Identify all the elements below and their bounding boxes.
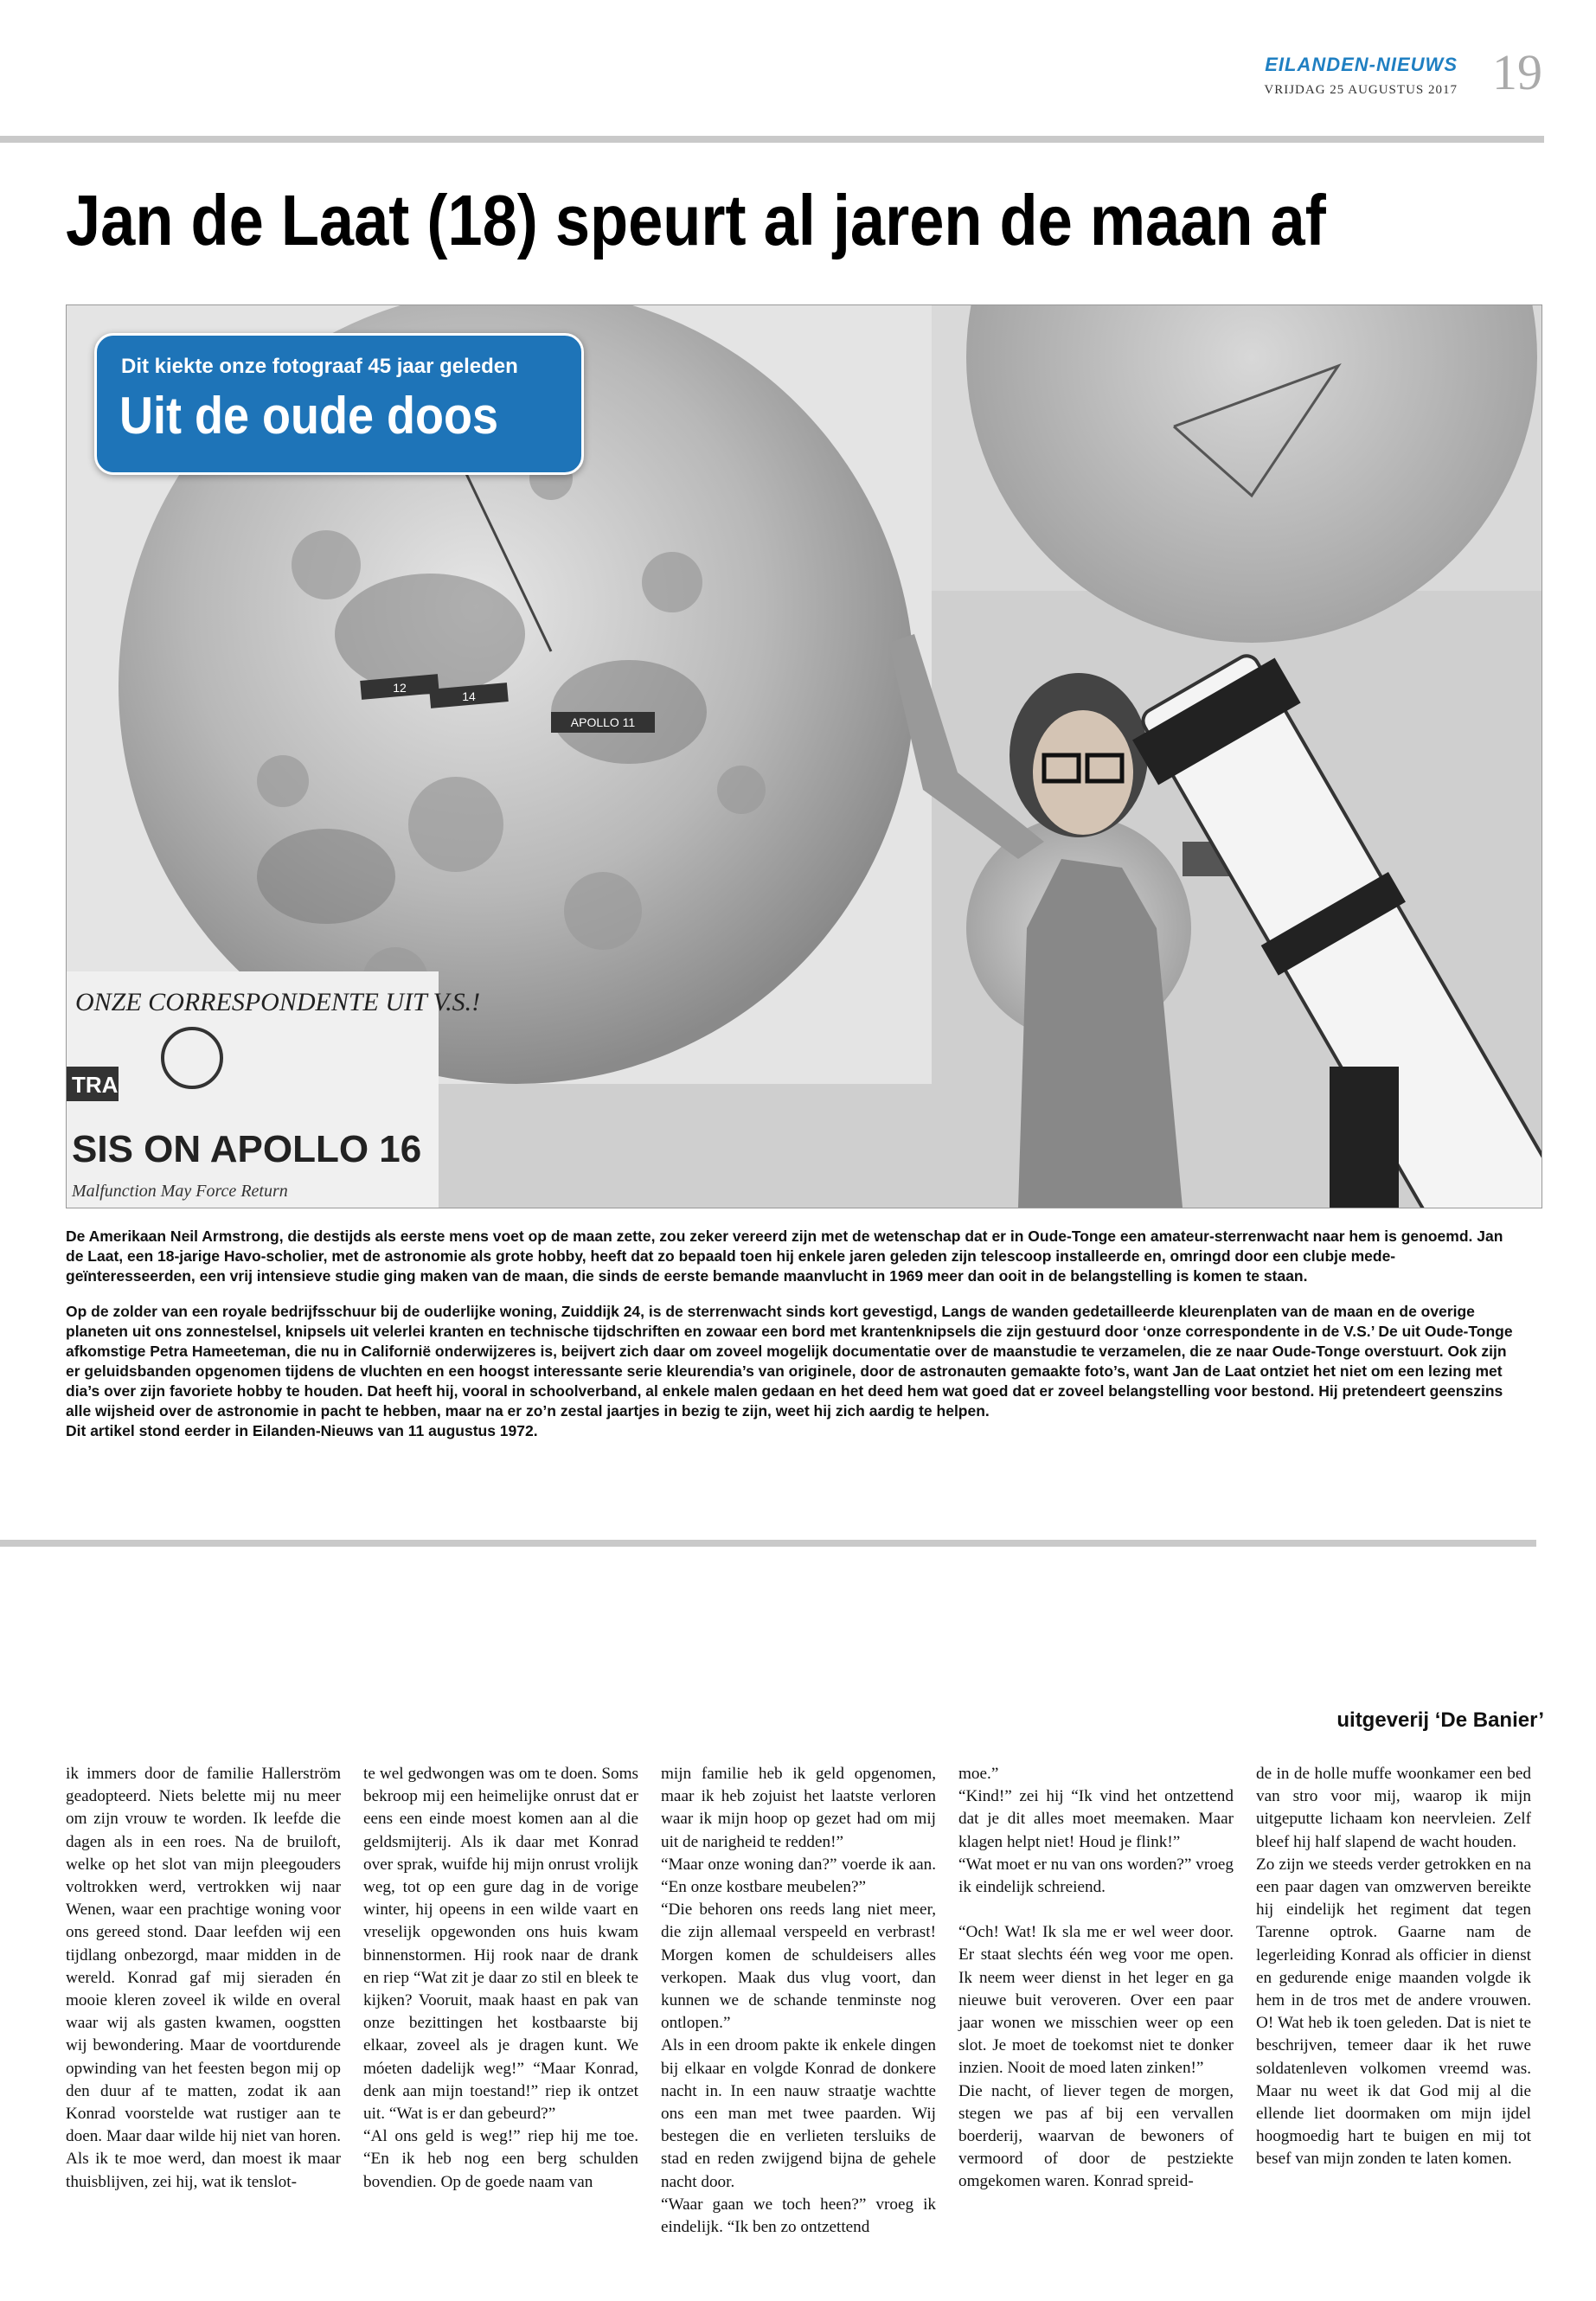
story-column-1 bbox=[66, 1763, 341, 2194]
story-paragraph: Zo zijn we steeds verder getrokken en na een paar dagen van omzwerven bereikte hij eindelijk het regiment dat tegen Tarenne optrok. Gaarne nam de legerleiding Konrad als officier in dienst en gedurende enige maanden volgde ik hem in de tros met de andere vrouwen. O! Wat heb ik toen geleden. Dat is niet te beschrijven, temeer daar ik het ruwe soldatenleven volkomen vreemd was. Maar nu weet ik dat God mij al die ellende liet doormaken om mijn ijdel hoogmoedig hart te buigen en mij tot besef van mijn zonden te laten komen. bbox=[1256, 1855, 1531, 2169]
story-column-2 bbox=[363, 1763, 638, 2194]
section-divider bbox=[0, 1540, 1536, 1547]
story-paragraph: ik immers door de familie Hallerström geadopteerd. Niets belette mij nu meer om zijn vrouw te worden. Ik leefde die dagen als in een roes. Na de bruiloft, welke op het slot van mijn pleegouders voltrokken werd, vertrokken wij naar Wenen, waar een prachtige woning voor ons gereed stond. Daar leefden wij een tijdlang onbezorgd, maar midden in de wereld. Konrad gaf mij sieraden én mooie kleren zoveel ik wilde en overal waar wij als gasten kwamen, oogstten wij bewondering. Maar de voortdurende opwinding van het feesten begon mij op den duur af te matten, zodat ik aan Konrad voorstelde wat rustiger aan te doen. Maar daar wilde hij niet van horen. Als ik te moe werd, dan moest ik maar thuisblijven, zei hij, wat ik tenslot- bbox=[66, 1765, 341, 2191]
story-paragraph: “Die behoren ons reeds lang niet meer, die zijn allemaal verspeeld en verbrast! Morgen komen de schuldeisers alles verkopen. Maak dus vlug voort, dan kunnen we de schande tenminste nog ontlopen.” bbox=[661, 1900, 936, 2033]
masthead bbox=[1264, 54, 1458, 98]
caption-paragraph: Op de zolder van een royale bedrijfsschuur bij de ouderlijke woning, Zuiddijk 24, is de sterrenwacht sinds kort gevestigd, Langs de wanden gedetailleerde kleurenplaten van de maan en de overige planeten uit ons zonnestelsel, knipsels uit velerlei kranten en technische tijdschriften en zowaar een bord met krantenknipsels die zijn gestuurd door ‘onze correspondente in de V.S.’ De uit Oude-Tonge afkomstige Petra Hameeteman, die nu in Californië onderwijzeres is, beijvert zich daar om zoveel mogelijk documentatie over de maanstudie te verzamelen, die ze naar Oude-Tonge overstuurt. Ook zijn er geluidsbanden opgenomen tijdens de vluchten en een hoogst interessante serie kleurendia’s van originele, door de astronauten gemaakte foto’s, want Jan de Laat ontziet het niet om een lezing met dia’s over zijn favoriete hobby te houden. Dat heeft hij, vooral in schoolverband, al enkele malen gedaan en het deed hem wat goed dat er zoveel belangstelling voor bestond. Hij pretendeert geenszins alle wijsheid over de astronomie in pacht te hebben, maar na er zo’n zestal jaartjes in bezig te zijn, weet hij zich aardig te helpen. bbox=[66, 1303, 1513, 1420]
caption-paragraph: De Amerikaan Neil Armstrong, die destijds als eerste mens voet op de maan zette, zou zeker vereerd zijn met de wetenschap dat er in Oude-Tonge een amateur-sterrenwacht naar hem is genoemd. Jan de Laat, een 18-jarige Havo-scholier, met de astronomie als grote hobby, heeft dat zo bepaald toen hij enkele jaren geleden zijn telescoop installeerde en, omringd door een clubje mede-geïnteresseerden, een vrij intensieve studie ging maken van de maan, die sinds de eerste bemande maanvlucht in 1969 meer dan ooit in de belangstelling is komen te staan. bbox=[66, 1227, 1503, 1285]
map-marker-14: 14 bbox=[462, 689, 476, 703]
article-photo bbox=[66, 304, 1542, 1208]
photo-caption-article bbox=[66, 1227, 1519, 1441]
clipping-headline: SIS ON APOLLO 16 bbox=[72, 1128, 422, 1170]
story-paragraph: te wel gedwongen was om te doen. Soms bekroop mij een heimelijke onrust dat er eens een einde moest komen aan al die geldsmijterij. Als ik daar met Konrad over sprak, wuifde hij mijn onrust vrolijk weg, tot op een gure dag in de vorige winter, hij opeens in een wilde vaart en vreselijk opgewonden ons huis kwam binnenstormen. Hij rook naar de drank en riep “Wat zit je daar zo stil en bleek te kijken? Vooruit, maak haast en pak van onze bezittingen het kostbaarste bij elkaar, zoveel als je dragen kunt. We móeten dadelijk weg!” “Maar Konrad, denk aan mijn toestand!” riep ik ontzet uit. “Wat is er dan gebeurd?” bbox=[363, 1765, 638, 2124]
clipping-subline: Malfunction May Force Return bbox=[72, 1182, 288, 1201]
story-column-5 bbox=[1256, 1763, 1531, 2171]
story-paragraph: “Wat moet er nu van ons worden?” vroeg ik eindelijk schreiend. bbox=[958, 1855, 1234, 1897]
story-paragraph: “Kind!” zei hij “Ik vind het ontzettend dat je dit alles moet meemaken. Maar klagen helpt niet! Houd je flink!” bbox=[958, 1787, 1234, 1851]
story-paragraph: “Maar onze woning dan?” voerde ik aan. “En onze kostbare meubelen?” bbox=[661, 1855, 936, 1897]
feature-badge bbox=[94, 333, 584, 475]
article-headline: Jan de Laat (18) speurt al jaren de maan af bbox=[66, 180, 1326, 260]
story-paragraph: “Al ons geld is weg!” riep hij me toe. “En ik heb nog een berg schulden bovendien. Op de goede naam van bbox=[363, 2127, 638, 2191]
top-divider bbox=[0, 136, 1544, 143]
story-column-4 bbox=[958, 1763, 1234, 2194]
caption-source-note: Dit artikel stond eerder in Eilanden-Nieuws van 11 augustus 1972. bbox=[66, 1422, 538, 1439]
badge-title: Uit de oude doos bbox=[119, 387, 498, 445]
badge-kicker: Dit kiekte onze fotograaf 45 jaar geleden bbox=[121, 355, 518, 378]
story-paragraph: de in de holle muffe woonkamer een bed van stro voor mij, waarop ik mijn uitgeputte lichaam kon neervleien. Zelf bleef hij half slapend de wacht houden. bbox=[1256, 1765, 1531, 1851]
story-paragraph: moe.” bbox=[958, 1765, 999, 1783]
map-marker-12: 12 bbox=[393, 681, 407, 695]
story-column-3 bbox=[661, 1763, 936, 2239]
issue-date: VRIJDAG 25 AUGUSTUS 2017 bbox=[1264, 83, 1458, 97]
paper-name: EILANDEN-NIEUWS bbox=[1265, 54, 1458, 75]
story-paragraph: Die nacht, of liever tegen de morgen, stegen we pas af bij een vervallen boerderij, waarvan de bewoners of vermoord of door de pestziekte omgekomen waren. Konrad spreid- bbox=[958, 2081, 1234, 2191]
story-paragraph: “Waar gaan we toch heen?” vroeg ik eindelijk. “Ik ben zo ontzettend bbox=[661, 2195, 936, 2237]
clipping-tra: TRA bbox=[72, 1072, 119, 1098]
publisher-credit: uitgeverij ‘De Banier’ bbox=[1336, 1708, 1544, 1732]
map-apollo-label: APOLLO 11 bbox=[570, 715, 636, 729]
clipping-banner: ONZE CORRESPONDENTE UIT V.S.! bbox=[75, 988, 481, 1016]
story-paragraph: Als in een droom pakte ik enkele dingen bij elkaar en volgde Konrad de donkere nacht in. In een nauw straatje wachtte ons een man met twee paarden. Wij bestegen die en verlieten tersluiks de stad en reden zwijgend bijna de gehele nacht door. bbox=[661, 2036, 936, 2191]
story-paragraph: mijn familie heb ik geld opgenomen, maar ik heb zojuist het laatste verloren waar ik mijn hoop op gezet had om mij uit de narigheid te redden!” bbox=[661, 1765, 936, 1851]
page-number: 19 bbox=[1492, 44, 1542, 100]
story-paragraph: “Och! Wat! Ik sla me er wel weer door. Er staat slechts één weg voor me open. Ik neem weer dienst in het leger en ga nieuwe buit veroveren. Over een paar jaar wonen we misschien weer op een slot. Je moet de toekomst niet te donker inzien. Nooit de moed laten zinken!” bbox=[958, 1923, 1234, 2078]
